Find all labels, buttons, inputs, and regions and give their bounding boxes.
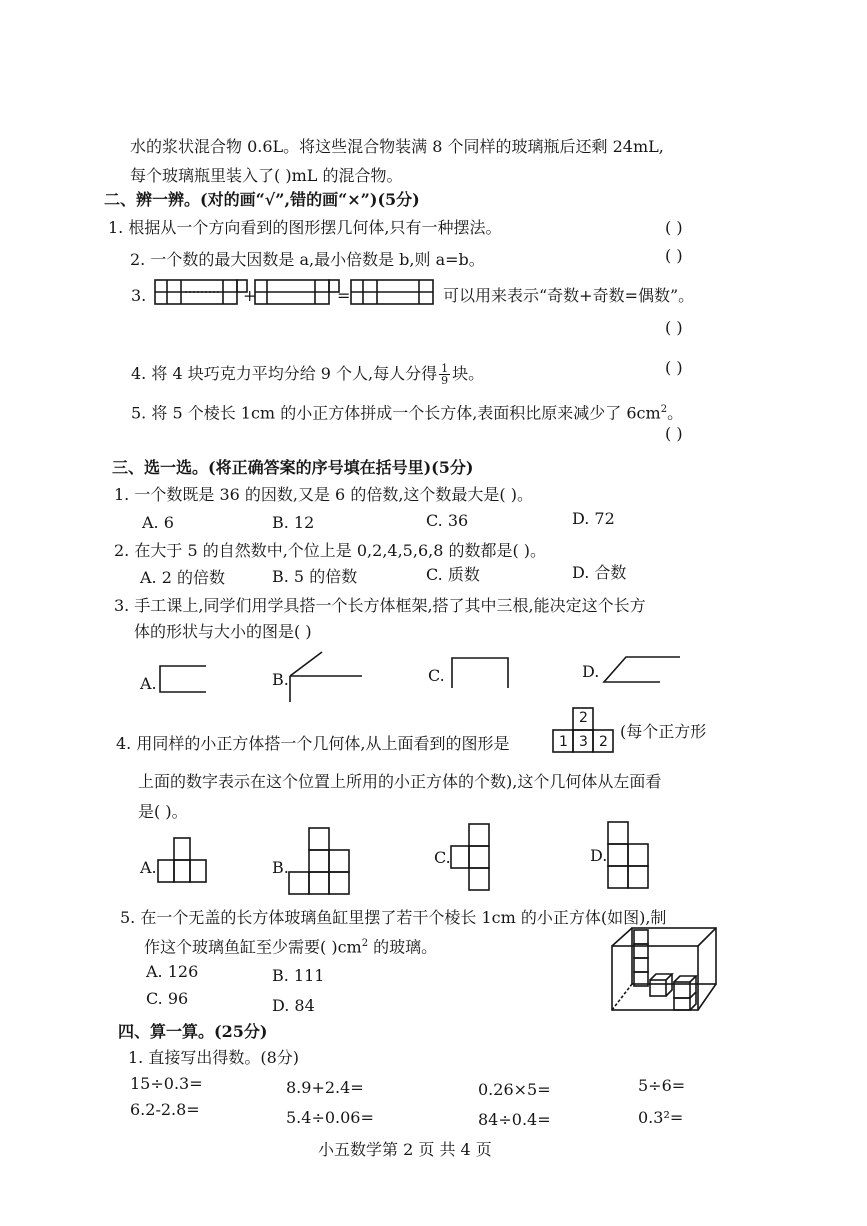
- q4-option-b-label[interactable]: B.: [272, 858, 289, 877]
- calc-row2-item4: 0.3²=: [638, 1108, 684, 1127]
- calc-row1-item2: 8.9+2.4=: [286, 1078, 364, 1097]
- fraction-denominator: 9: [441, 374, 449, 387]
- q1-option-c[interactable]: C. 36: [426, 511, 469, 530]
- calc-row2-item3: 84÷0.4=: [478, 1110, 551, 1129]
- choice-question-4-line-1a: 4. 用同样的小正方体搭一个几何体,从上面看到的图形是: [116, 734, 510, 753]
- choice-question-3-line-2: 体的形状与大小的图是( ): [134, 622, 312, 641]
- q1-option-d[interactable]: D. 72: [572, 509, 615, 528]
- judge-question-5-end: 。: [667, 403, 684, 423]
- fish-tank-figure: [608, 924, 720, 1016]
- fraction-one-ninth: [439, 363, 450, 386]
- q3-option-b-figure: [286, 650, 366, 706]
- judge-question-4-before: 4. 将 4 块巧克力平均分给 9 个人,每人分得: [131, 364, 438, 383]
- q4-option-d-figure: [606, 820, 654, 892]
- q3-option-c-figure: [450, 656, 512, 690]
- choice-question-5-line-1: 5. 在一个无盖的长方体玻璃鱼缸里摆了若干个棱长 1cm 的小正方体(如图),制: [120, 908, 667, 927]
- calc-row1-item3: 0.26×5=: [478, 1080, 551, 1099]
- q2-option-c[interactable]: C. 质数: [426, 565, 480, 584]
- q4-option-a-label[interactable]: A.: [140, 858, 157, 877]
- q3-option-c-label[interactable]: C.: [428, 666, 445, 685]
- section-4-title: 四、算一算。(25分): [118, 1022, 268, 1041]
- fraction-numerator: 1: [441, 362, 449, 375]
- q5-option-b[interactable]: B. 111: [272, 966, 325, 985]
- choice-question-5-line-2a: 作这个玻璃鱼缸至少需要( )cm: [144, 937, 362, 957]
- fill-question-line-2: 每个玻璃瓶里装入了( )mL 的混合物。: [130, 166, 403, 185]
- calc-row1-item4: 5÷6=: [638, 1076, 686, 1095]
- q2-option-d[interactable]: D. 合数: [572, 563, 627, 582]
- q4-option-d-label[interactable]: D.: [590, 846, 608, 865]
- q3-option-d-figure: [602, 654, 686, 686]
- q1-option-a[interactable]: A. 6: [142, 513, 174, 532]
- grid-number-middle: 3: [579, 734, 588, 750]
- q5-option-c[interactable]: C. 96: [146, 989, 189, 1008]
- judge-answer-blank-3[interactable]: ( ): [665, 318, 683, 337]
- odd-plus-odd-diagram: [155, 276, 440, 312]
- q3-option-b-label[interactable]: B.: [272, 670, 289, 689]
- judge-question-1: 1. 根据从一个方向看到的图形摆几何体,只有一种摆法。: [108, 218, 502, 237]
- section-3-title: 三、选一选。(将正确答案的序号填在括号里)(5分): [112, 458, 474, 477]
- judge-question-5: [131, 400, 683, 423]
- q3-option-d-label[interactable]: D.: [582, 662, 600, 681]
- calc-row2-item1: 6.2-2.8=: [130, 1100, 200, 1119]
- q2-option-b[interactable]: B. 5 的倍数: [272, 567, 358, 586]
- q4-option-c-figure: [449, 822, 497, 894]
- grid-number-top: 2: [579, 710, 588, 726]
- judge-answer-blank-2[interactable]: ( ): [665, 246, 683, 265]
- q1-option-b[interactable]: B. 12: [272, 513, 315, 532]
- q4-option-b-figure: [287, 826, 355, 898]
- q3-option-a-figure: [158, 664, 208, 694]
- choice-question-5-line-2: [144, 934, 437, 957]
- q5-option-a[interactable]: A. 126: [146, 962, 199, 981]
- judge-question-4: [131, 363, 484, 386]
- choice-question-5-line-2b: 的玻璃。: [368, 937, 438, 957]
- grid-number-right: 2: [599, 734, 608, 750]
- fill-question-line-1: 水的浆状混合物 0.6L。将这些混合物装满 8 个同样的玻璃瓶后还剩 24mL,: [130, 137, 664, 156]
- calc-row1-item1: 15÷0.3=: [130, 1074, 203, 1093]
- judge-question-2: 2. 一个数的最大因数是 a,最小倍数是 b,则 a=b。: [130, 250, 485, 269]
- q4-option-c-label[interactable]: C.: [434, 848, 451, 867]
- judge-question-4-after: 块。: [452, 364, 485, 383]
- q3-option-a-label[interactable]: A.: [140, 674, 157, 693]
- square-unit-superscript: 2: [660, 404, 668, 415]
- square-unit-superscript: 2: [361, 938, 369, 949]
- q2-option-a[interactable]: A. 2 的倍数: [140, 568, 225, 587]
- choice-question-4-line-2: 上面的数字表示在这个位置上所用的小正方体的个数),这个几何体从左面看: [138, 772, 662, 791]
- judge-answer-blank-1[interactable]: ( ): [665, 218, 683, 237]
- judge-answer-blank-4[interactable]: ( ): [665, 358, 683, 377]
- judge-question-5-text: 5. 将 5 个棱长 1cm 的小正方体拼成一个长方体,表面积比原来减少了 6cm: [131, 403, 661, 423]
- choice-question-2: 2. 在大于 5 的自然数中,个位上是 0,2,4,5,6,8 的数都是( )。: [114, 541, 547, 560]
- judge-answer-blank-5[interactable]: ( ): [665, 424, 683, 443]
- plus-sign: +: [243, 286, 257, 305]
- calc-subsection-1: 1. 直接写出得数。(8分): [128, 1048, 300, 1067]
- choice-question-3-line-1: 3. 手工课上,同学们用学具搭一个长方体框架,搭了其中三根,能决定这个长方: [114, 596, 646, 615]
- choice-question-1: 1. 一个数既是 36 的因数,又是 6 的倍数,这个数最大是( )。: [114, 485, 533, 504]
- page-footer: 小五数学第 2 页 共 4 页: [318, 1140, 492, 1159]
- judge-question-3-number: 3.: [131, 286, 147, 305]
- choice-question-4-line-3: 是( )。: [138, 802, 188, 821]
- judge-question-3-text: 可以用来表示“奇数+奇数=偶数”。: [443, 286, 695, 305]
- section-2-title: 二、辨一辨。(对的画“√”,错的画“×”)(5分): [104, 190, 420, 209]
- choice-question-4-line-1b: (每个正方形: [620, 722, 707, 741]
- grid-number-left: 1: [559, 734, 568, 750]
- q5-option-d[interactable]: D. 84: [272, 996, 315, 1015]
- equals-sign: =: [337, 286, 351, 305]
- q4-option-a-figure: [156, 836, 216, 886]
- calc-row2-item2: 5.4÷0.06=: [286, 1108, 374, 1127]
